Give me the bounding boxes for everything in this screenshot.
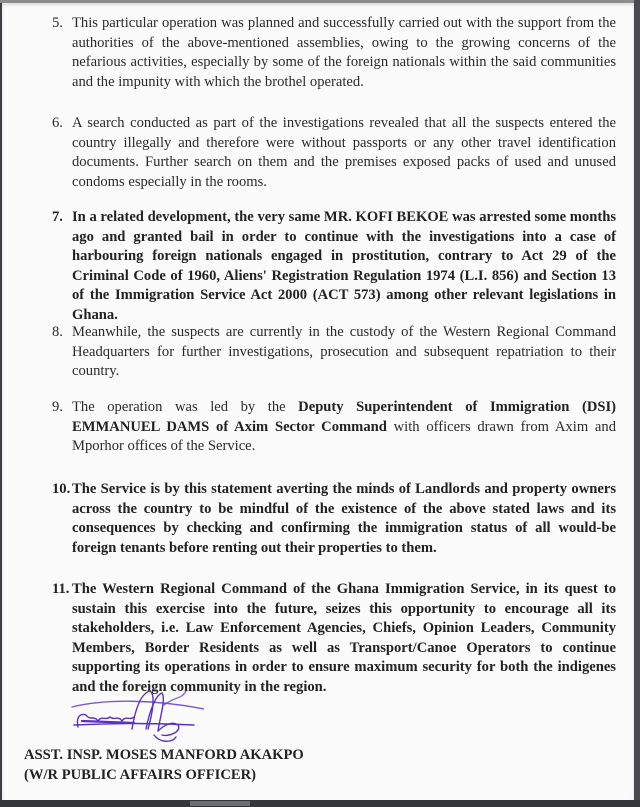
paragraph-6 [52, 114, 616, 192]
scrollbar-thumb[interactable] [190, 801, 250, 806]
viewer-right-edge [634, 0, 640, 807]
signatory-block [24, 746, 304, 785]
viewer-bottom-scrollbar[interactable] [0, 800, 640, 807]
paragraph-7 [52, 208, 616, 326]
paragraph-11 [52, 580, 616, 698]
paragraph-text [72, 580, 616, 698]
paragraph-text [72, 114, 616, 192]
paragraph-segment: In a related development, the very same MR. KOFI BEKOE was arrested some months ago and granted bail in order to continue with the investigations into a case of harbouring foreign nationals engaged in prostitution, contrary to Act 29 of the Criminal Code of 1960, Aliens' Registration Regulation 1974 (L.I. 856) and Section 13 of the Immigration Service Act 2000 (ACT 573) among other relevant legislations in Ghana. [72, 209, 616, 323]
paragraph-number: 7. [52, 209, 63, 225]
paragraph-segment-bold: Deputy Superintendent of Immigration (DSI) EMMANUEL DAMS of Axim Sector Command [72, 399, 617, 435]
paragraph-5 [52, 14, 616, 92]
paragraph-8 [52, 323, 616, 382]
paragraph-number: 10. [52, 481, 71, 497]
paragraph-number: 5. [52, 15, 63, 31]
document-page [2, 3, 634, 800]
paragraph-9 [52, 398, 616, 457]
paragraph-segment: The operation was led by the [72, 399, 299, 415]
paragraph-number: 9. [52, 399, 63, 415]
paragraph-10 [52, 480, 616, 558]
paragraph-segment: A search conducted as part of the investigations revealed that all the suspects entered the country illegally and therefore were without passports or any other travel identification documents. Further search on them and the premises exposed packs of used and unused condoms especially in the rooms. [72, 115, 616, 190]
paragraph-number: 6. [52, 115, 63, 131]
paragraph-text [72, 14, 616, 92]
paragraph-number: 11. [52, 581, 70, 597]
paragraph-text [72, 208, 616, 326]
signatory-title: (W/R PUBLIC AFFAIRS OFFICER) [24, 766, 257, 783]
paragraph-segment: This particular operation was planned and successfully carried out with the support from the authorities of the above-mentioned assemblies, owing to the growing concerns of the nefarious activities, especially by some of the foreign nationals within the said communities and the impunity with which the brothel operated. [72, 15, 616, 90]
paragraph-text [72, 398, 616, 457]
handwritten-signature-icon [64, 685, 204, 747]
paragraph-text [72, 480, 616, 558]
paragraph-segment: The Service is by this statement averting the minds of Landlords and property owners across the country to be mindful of the existence of the above stated laws and its consequences by checking and confirming the immigration status of all would-be foreign tenants before renting out their properties to them. [72, 481, 616, 556]
paragraph-segment: Meanwhile, the suspects are currently in the custody of the Western Regional Command Headquarters for further investigations, prosecution and subsequent repatriation to their country. [72, 324, 616, 380]
paragraph-segment: The Western Regional Command of the Ghana Immigration Service, in its quest to sustain this exercise into the future, seizes this opportunity to encourage all its stakeholders, i.e. Law Enforcement Agencies, Chiefs, Opinion Leaders, Community Members, Border Residents as well as Transport/Canoe Operators to continue supporting its operations in order to ensure maximum security for both the indigenes and the foreign community in the region. [72, 581, 616, 695]
paragraph-segment: with officers drawn from Axim and Mporhor offices of the Service. [72, 418, 617, 455]
signatory-name: ASST. INSP. MOSES MANFORD AKAKPO [24, 747, 304, 763]
paragraph-number: 8. [52, 324, 63, 340]
paragraph-text [72, 323, 616, 382]
